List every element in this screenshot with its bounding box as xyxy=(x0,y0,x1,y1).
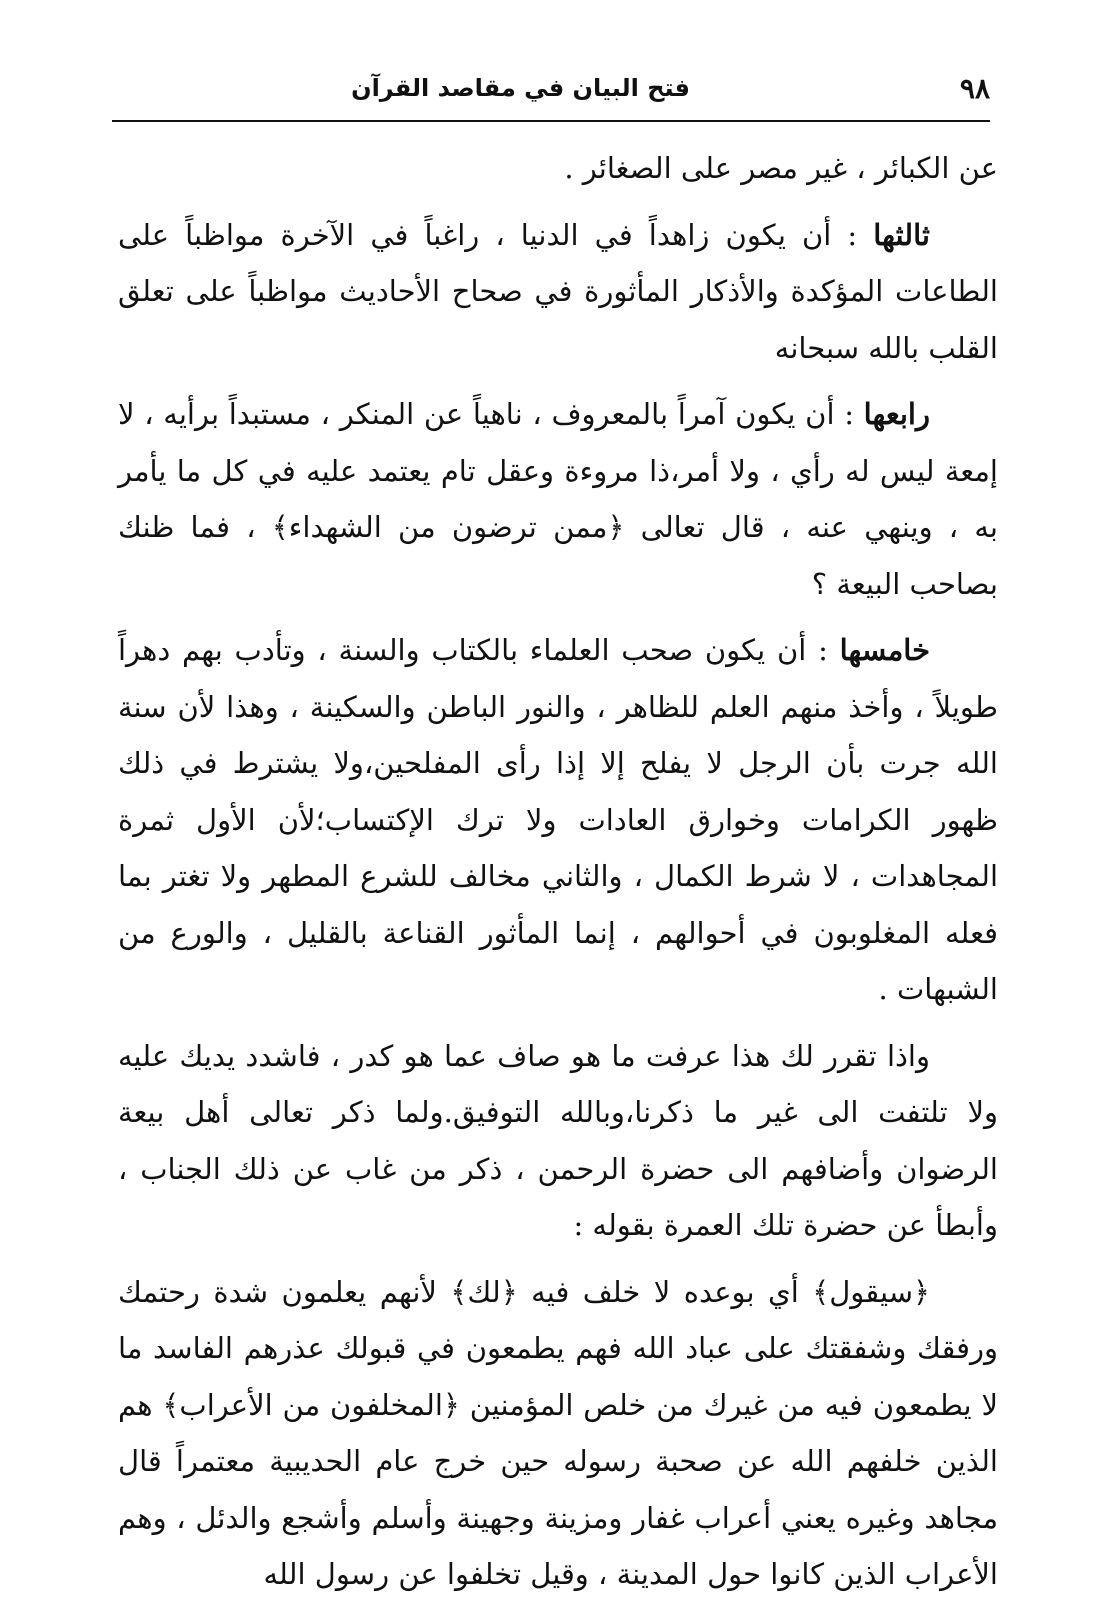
paragraph-text: : أن يكون صحب العلماء بالكتاب والسنة ، وتأدب بهم دهراً طويلاً ، وأخذ منهم العلم للظاهر ، والنور الباطن والسكينة ، وهذا لأن سنة الله جرت بأن الرجل لا يفلح إلا إذا رأى المفلحين،ولا يشترط في ذلك ظهور الكرامات وخوارق العادات ولا ترك الإكتساب؛لأن الأول ثمرة المجاهدات ، لا شرط الكمال ، والثاني مخالف للشرع المطهر ولا تغتر بما فعله المغلوبون في أحوالهم ، إنما المأثور القناعة بالقليل ، والورع من الشبهات . xyxy=(118,633,998,1006)
paragraph-lead: رابعها xyxy=(863,397,930,431)
paragraph xyxy=(118,386,998,612)
paragraph xyxy=(118,1028,998,1254)
paragraph xyxy=(118,207,998,377)
paragraph xyxy=(118,1264,998,1603)
paragraph xyxy=(118,140,998,197)
paragraph-text: : أن يكون زاهداً في الدنيا ، راغباً في الآخرة مواظباً على الطاعات المؤكدة والأذكار المأثورة في صحاح الأحاديث مواظباً على تعلق القلب بالله سبحانه xyxy=(118,217,998,365)
paragraph-text: واذا تقرر لك هذا عرفت ما هو صاف عما هو كدر ، فاشدد يديك عليه ولا تلتفت الى غير ما ذكرنا،وبالله التوفيق.ولما ذكر تعالى أهل بيعة الرضوان وأضافهم الى حضرة الرحمن ، ذكر من غاب عن ذلك الجناب ، وأبطأ عن حضرة تلك العمرة بقوله : xyxy=(118,1038,998,1242)
paragraph-lead: ثالثها xyxy=(873,217,930,252)
paragraph-lead: خامسها xyxy=(839,633,930,667)
paragraph-text: : أن يكون آمراً بالمعروف ، ناهياً عن المنكر ، مستبداً برأيه ، لا إمعة ليس له رأي ، ولا أمر،ذا مروءة وعقل تام يعتمد عليه في كل ما يأمر به ، وينهي عنه ، قال تعالى ﴿ممن ترضون من الشهداء﴾ ، فما ظنك بصاحب البيعة ؟ xyxy=(118,397,998,601)
running-title: فتح البيان في مقاصد القرآن xyxy=(351,74,690,102)
paragraph-text: عن الكبائر ، غير مصر على الصغائر . xyxy=(564,151,998,185)
body-text xyxy=(118,140,998,1613)
paragraph xyxy=(118,622,998,1018)
paragraph-text: ﴿سيقول﴾ أي بوعده لا خلف فيه ﴿لك﴾ لأنهم يعلمون شدة رحتمك ورفقك وشفقتك على عباد الله فهم يطمعون في قبولك عذرهم الفاسد ما لا يطمعون فيه من غيرك من خلص المؤمنين ﴿المخلفون من الأعراب﴾ هم الذين خلفهم الله عن صحبة رسوله حين خرج عام الحديبية معتمراً قال مجاهد وغيره يعني أعراب غفار ومزينة وجهينة وأسلم وأشجع والدئل ، وهم الأعراب الذين كانوا حول المدينة ، وقيل تخلفوا عن رسول الله xyxy=(118,1274,998,1591)
page-number: ٩٨ xyxy=(959,72,990,105)
page-header xyxy=(112,62,990,122)
